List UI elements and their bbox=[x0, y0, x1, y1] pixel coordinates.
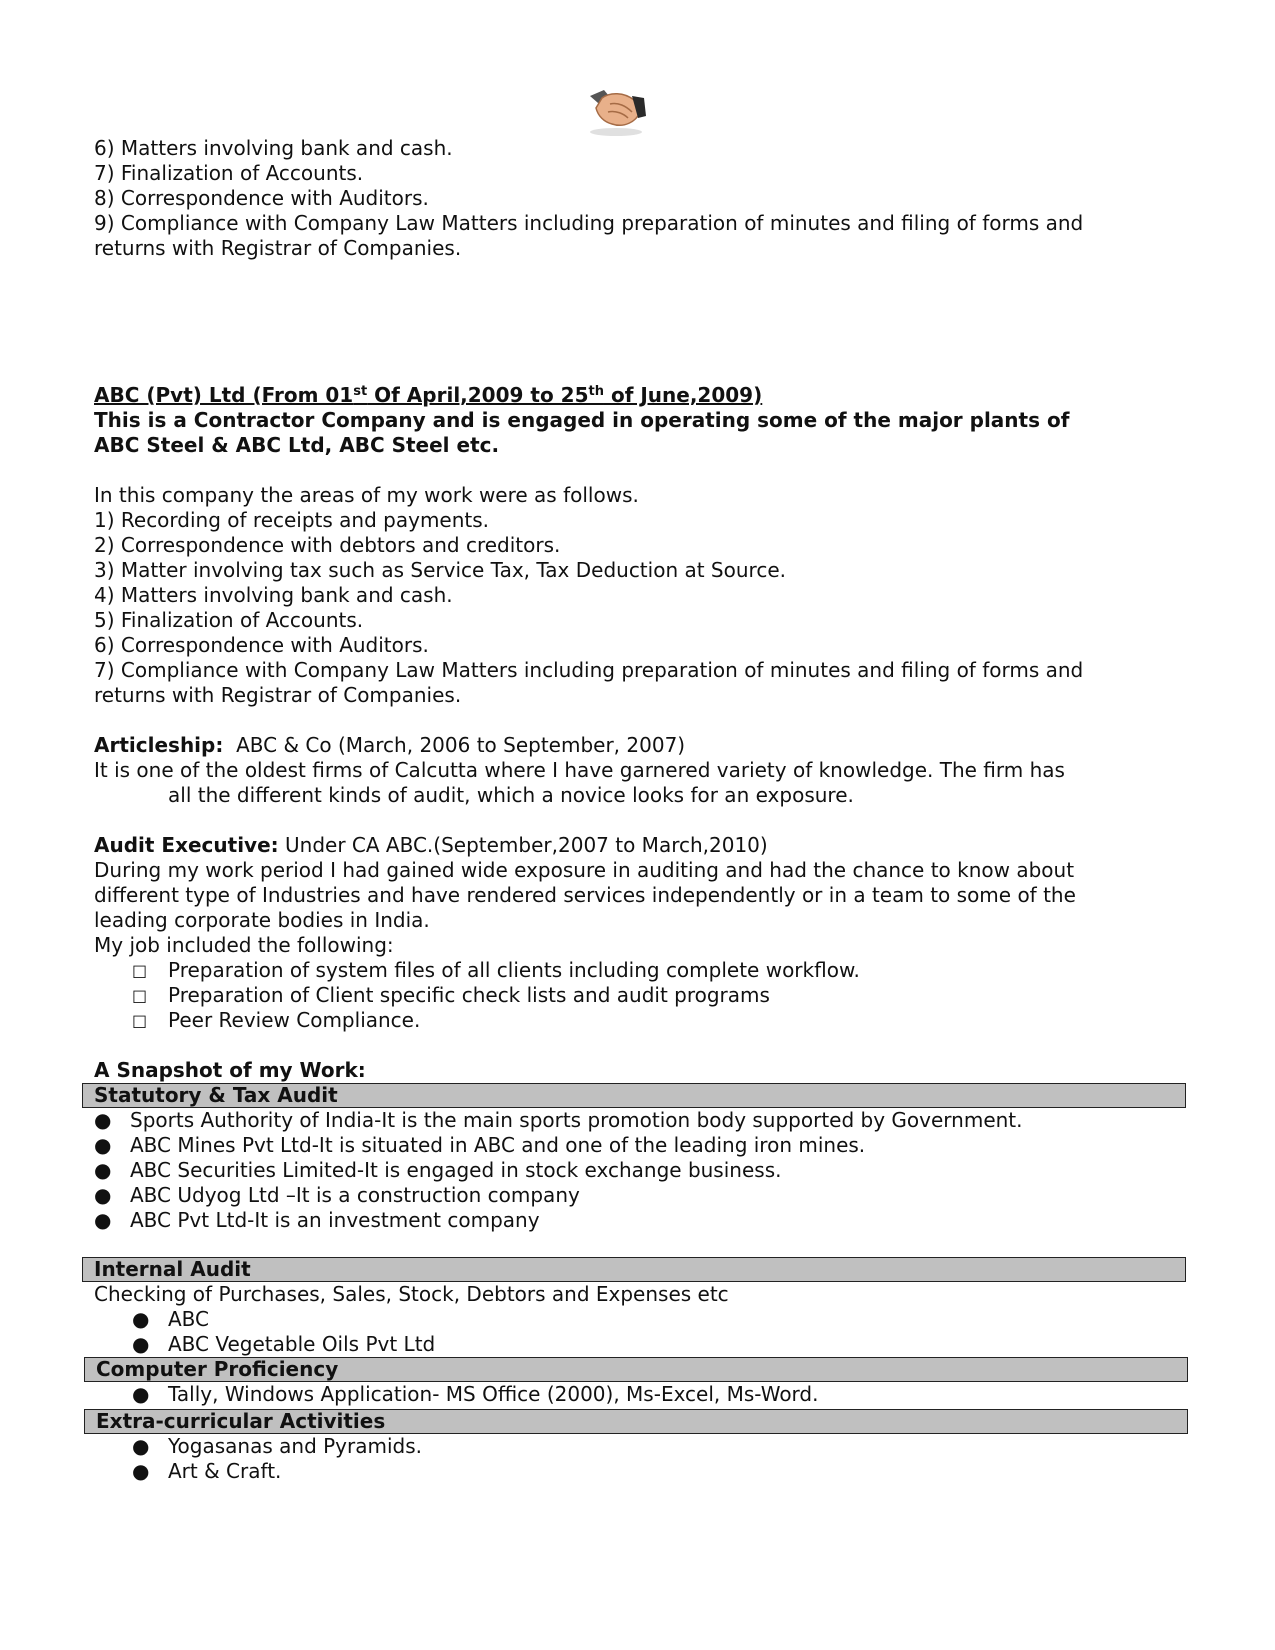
bullet-icon: ● bbox=[94, 1158, 112, 1182]
section-bar-computer-proficiency: Computer Proficiency bbox=[84, 1357, 1188, 1382]
intro-item: 7) Finalization of Accounts. bbox=[94, 161, 364, 185]
resume-page bbox=[94, 0, 1204, 1484]
company-item: returns with Registrar of Companies. bbox=[94, 683, 462, 707]
bullet-icon: ● bbox=[94, 1133, 112, 1157]
list-item: □ Peer Review Compliance. bbox=[132, 1008, 421, 1032]
list-item: ● Tally, Windows Application- MS Office (2000), Ms-Excel, Ms-Word. bbox=[132, 1382, 819, 1406]
section-bar-internal-audit: Internal Audit bbox=[82, 1257, 1186, 1282]
audit-executive-text: different type of Industries and have rendered services independently or in a team to some of the bbox=[94, 883, 1076, 907]
checkbox-bullet-icon: □ bbox=[132, 961, 148, 980]
company-item: 1) Recording of receipts and payments. bbox=[94, 508, 490, 532]
section-bar-statutory: Statutory & Tax Audit bbox=[82, 1083, 1186, 1108]
company-item: 4) Matters involving bank and cash. bbox=[94, 583, 453, 607]
bullet-icon: ● bbox=[94, 1208, 112, 1232]
intro-item: 6) Matters involving bank and cash. bbox=[94, 136, 453, 160]
audit-executive-text: leading corporate bodies in India. bbox=[94, 908, 430, 932]
bullet-icon: ● bbox=[132, 1382, 150, 1406]
bullet-icon: ● bbox=[132, 1434, 150, 1458]
list-item: ● ABC Pvt Ltd-It is an investment company bbox=[94, 1208, 540, 1232]
company-description: ABC Steel & ABC Ltd, ABC Steel etc. bbox=[94, 433, 500, 457]
list-item: ● Yogasanas and Pyramids. bbox=[132, 1434, 423, 1458]
company-item: 3) Matter involving tax such as Service Tax, Tax Deduction at Source. bbox=[94, 558, 786, 582]
bullet-icon: ● bbox=[132, 1332, 150, 1356]
company-item: 6) Correspondence with Auditors. bbox=[94, 633, 429, 657]
bullet-icon: ● bbox=[132, 1307, 150, 1331]
company-description: This is a Contractor Company and is engaged in operating some of the major plants of bbox=[94, 408, 1070, 432]
company-heading: ABC (Pvt) Ltd (From 01st Of April,2009 to 25th of June,2009) bbox=[94, 383, 763, 407]
company-intro: In this company the areas of my work were as follows. bbox=[94, 483, 639, 507]
snapshot-heading: A Snapshot of my Work: bbox=[94, 1058, 366, 1082]
company-item: 2) Correspondence with debtors and creditors. bbox=[94, 533, 561, 557]
list-item: ● ABC Vegetable Oils Pvt Ltd bbox=[132, 1332, 436, 1356]
section-bar-extra-curricular: Extra-curricular Activities bbox=[84, 1409, 1188, 1434]
list-item: ● Sports Authority of India-It is the main sports promotion body supported by Government. bbox=[94, 1108, 1023, 1132]
list-item: □ Preparation of system files of all clients including complete workflow. bbox=[132, 958, 860, 982]
company-item: 5) Finalization of Accounts. bbox=[94, 608, 364, 632]
internal-audit-description: Checking of Purchases, Sales, Stock, Debtors and Expenses etc bbox=[94, 1282, 729, 1306]
checkbox-bullet-icon: □ bbox=[132, 1011, 148, 1030]
audit-executive-text: During my work period I had gained wide exposure in auditing and had the chance to know about bbox=[94, 858, 1075, 882]
intro-item: 8) Correspondence with Auditors. bbox=[94, 186, 429, 210]
bullet-icon: ● bbox=[94, 1108, 112, 1132]
articleship-text: It is one of the oldest firms of Calcutta where I have garnered variety of knowledge. The firm has bbox=[94, 758, 1065, 782]
intro-item: 9) Compliance with Company Law Matters including preparation of minutes and filing of forms and bbox=[94, 211, 1084, 235]
list-item: ● Art & Craft. bbox=[132, 1459, 282, 1483]
checkbox-bullet-icon: □ bbox=[132, 986, 148, 1005]
bullet-icon: ● bbox=[132, 1459, 150, 1483]
list-item: □ Preparation of Client specific check lists and audit programs bbox=[132, 983, 770, 1007]
articleship-heading: Articleship: ABC & Co (March, 2006 to September, 2007) bbox=[94, 733, 686, 757]
list-item: ● ABC Securities Limited-It is engaged in stock exchange business. bbox=[94, 1158, 782, 1182]
intro-item: returns with Registrar of Companies. bbox=[94, 236, 462, 260]
audit-executive-heading: Audit Executive: Under CA ABC.(September,2007 to March,2010) bbox=[94, 833, 768, 857]
list-item: ● ABC Udyog Ltd –It is a construction company bbox=[94, 1183, 580, 1207]
articleship-text: all the different kinds of audit, which a novice looks for an exposure. bbox=[168, 783, 854, 807]
list-item: ● ABC Mines Pvt Ltd-It is situated in ABC and one of the leading iron mines. bbox=[94, 1133, 866, 1157]
bullet-icon: ● bbox=[94, 1183, 112, 1207]
audit-executive-text: My job included the following: bbox=[94, 933, 394, 957]
company-item: 7) Compliance with Company Law Matters including preparation of minutes and filing of forms and bbox=[94, 658, 1084, 682]
list-item: ● ABC bbox=[132, 1307, 210, 1331]
